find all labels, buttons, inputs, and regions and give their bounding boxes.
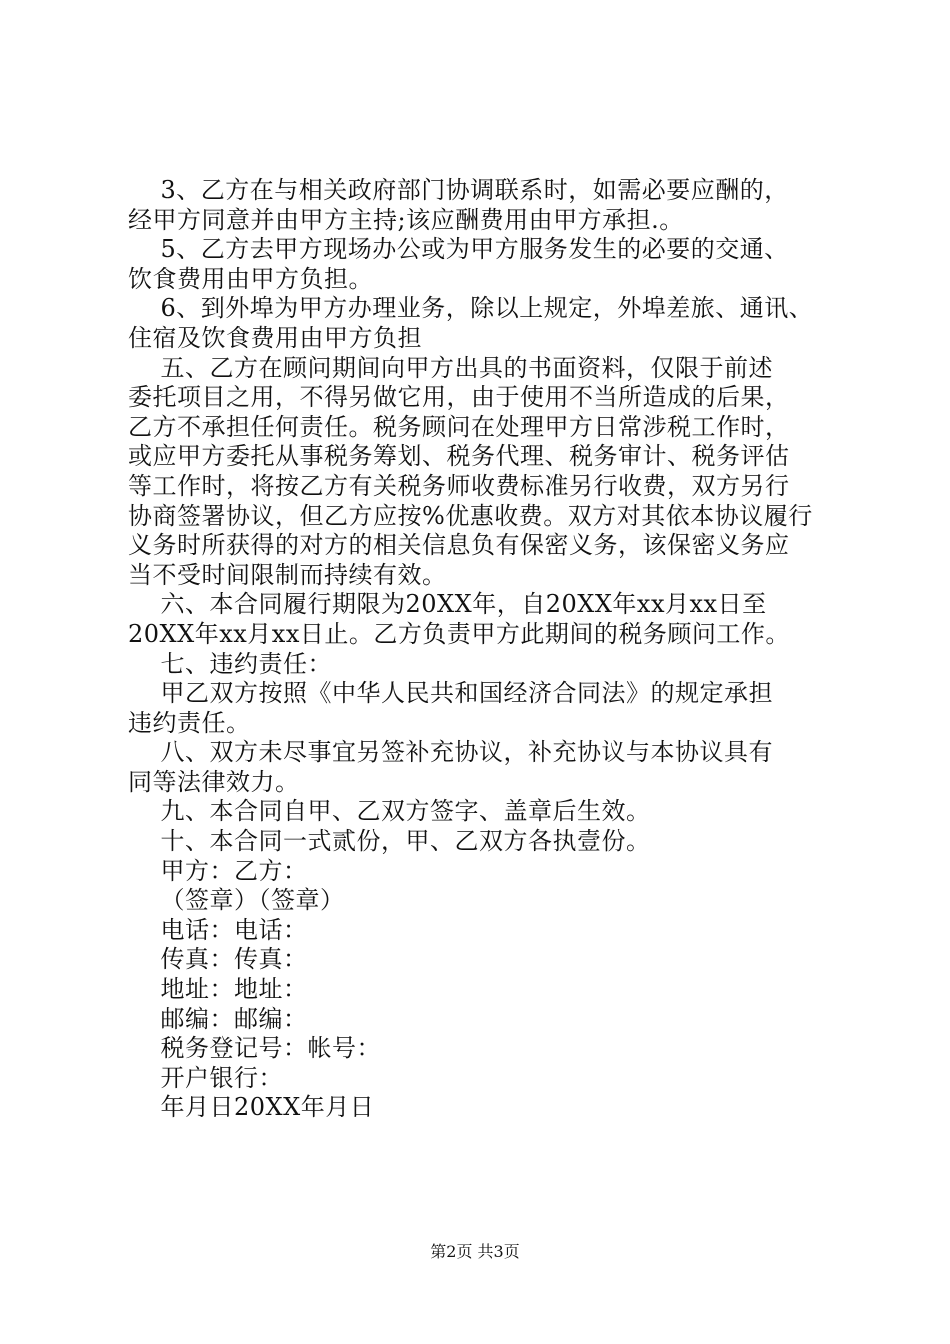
- text-line: 同等法律效力。: [128, 767, 300, 796]
- text-line: 违约责任。: [128, 708, 251, 737]
- text-line: 年月日20XX年月日: [128, 1093, 375, 1122]
- text-line: 义务时所获得的对方的相关信息负有保密义务，该保密义务应: [128, 531, 790, 560]
- text-line: （签章）（签章）: [128, 886, 345, 915]
- page-footer: 第2页 共3页: [430, 1242, 520, 1261]
- text-line: 经甲方同意并由甲方主持;该应酬费用由甲方承担.。: [128, 205, 684, 234]
- text-line: 七、违约责任：: [128, 649, 333, 678]
- text-line: 住宿及饮食费用由甲方负担: [128, 323, 422, 352]
- text-line: 开户银行：: [128, 1063, 284, 1092]
- text-line: 传真：传真：: [128, 945, 308, 974]
- text-line: 6、到外埠为甲方办理业务，除以上规定，外埠差旅、通讯、: [128, 294, 814, 323]
- text-line: 十、本合同一式贰份，甲、乙双方各执壹份。: [128, 827, 651, 856]
- text-line: 等工作时，将按乙方有关税务师收费标准另行收费，双方另行: [128, 471, 790, 500]
- text-line: 甲方：乙方：: [128, 856, 308, 885]
- text-line: 乙方不承担任何责任。税务顾问在处理甲方日常涉税工作时，: [128, 412, 790, 441]
- text-line: 地址：地址：: [128, 975, 308, 1004]
- text-line: 饮食费用由甲方负担。: [128, 264, 373, 293]
- text-line: 5、乙方去甲方现场办公或为甲方服务发生的必要的交通、: [128, 235, 789, 264]
- text-line: 五、乙方在顾问期间向甲方出具的书面资料，仅限于前述: [128, 353, 774, 382]
- text-line: 甲乙双方按照《中华人民共和国经济合同法》的规定承担: [128, 679, 774, 708]
- text-line: 六、本合同履行期限为20XX年，自20XX年xx月xx日至: [128, 590, 767, 619]
- text-line: 协商签署协议，但乙方应按%优惠收费。双方对其依本协议履行: [128, 501, 813, 530]
- text-line: 税务登记号：帐号：: [128, 1034, 382, 1063]
- text-line: 或应甲方委托从事税务筹划、税务代理、税务审计、税务评估: [128, 442, 790, 471]
- text-line: 电话：电话：: [128, 915, 308, 944]
- text-line: 九、本合同自甲、乙双方签字、盖章后生效。: [128, 797, 651, 826]
- document-body: [128, 176, 840, 1123]
- text-line: 邮编：邮编：: [128, 1004, 308, 1033]
- text-line: 八、双方未尽事宜另签补充协议，补充协议与本协议具有: [128, 738, 774, 767]
- text-line: 委托项目之用，不得另做它用，由于使用不当所造成的后果，: [128, 383, 790, 412]
- text-line: 20XX年xx月xx日止。乙方负责甲方此期间的税务顾问工作。: [128, 619, 790, 648]
- text-line: 当不受时间限制而持续有效。: [128, 560, 447, 589]
- text-line: 3、乙方在与相关政府部门协调联系时，如需必要应酬的，: [128, 176, 789, 204]
